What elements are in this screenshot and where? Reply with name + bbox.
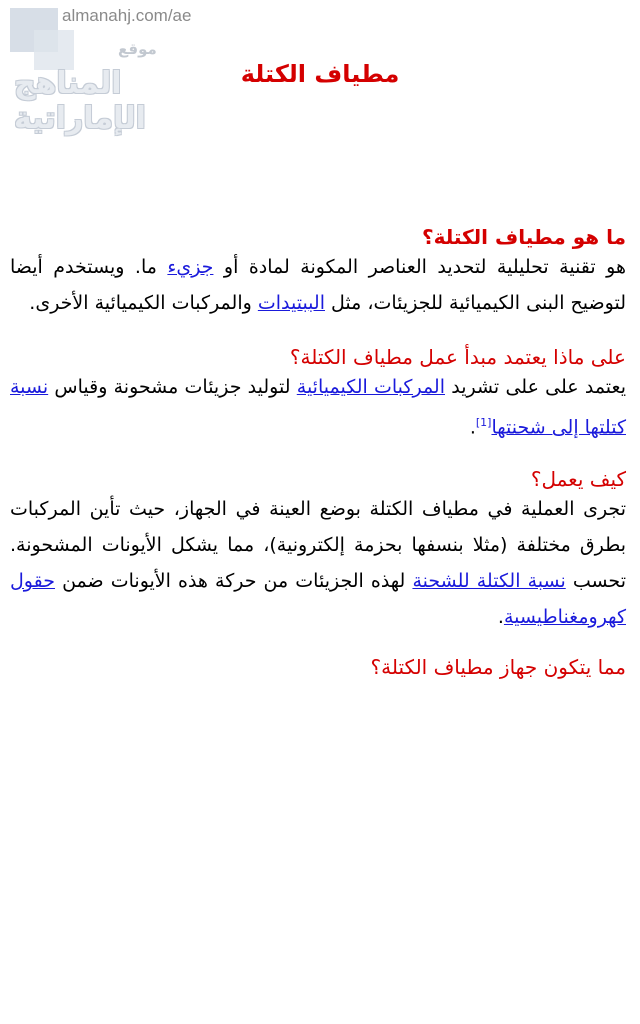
text-segment: والمركبات الكيميائية الأخرى. xyxy=(29,292,258,314)
watermark-url: almanahj.com/ae xyxy=(62,6,192,25)
text-segment: يعتمد على على تشريد xyxy=(445,376,626,398)
watermark-square-secondary xyxy=(34,30,74,70)
paragraph-definition xyxy=(10,249,626,321)
text-segment: لتوليد جزيئات مشحونة وقياس xyxy=(48,376,297,398)
link-molecule[interactable]: جزيء xyxy=(167,256,214,278)
link-peptides[interactable]: الببتيدات xyxy=(257,292,325,314)
heading-components: مما يتكون جهاز مطياف الكتلة؟ xyxy=(370,655,626,680)
reference-marker[interactable]: [1] xyxy=(475,416,492,429)
text-segment: لهذه الجزيئات من حركة هذه الأيونات ضمن xyxy=(54,570,413,593)
heading-what-is: ما هو مطياف الكتلة؟ xyxy=(421,225,626,249)
heading-principle: على ماذا يعتمد مبدأ عمل مطياف الكتلة؟ xyxy=(289,345,626,369)
text-segment: هو تقنية تحليلية لتحديد العناصر المكونة لمادة أو xyxy=(213,256,626,278)
link-chemical-compounds[interactable]: المركبات الكيميائية xyxy=(296,376,445,398)
paragraph-principle xyxy=(10,369,626,445)
page-title: مطياف الكتلة xyxy=(240,60,400,88)
heading-how-it-works: كيف يعمل؟ xyxy=(530,467,626,492)
text-segment: ما. ويستخدم أيضا لتوضيح البنى الكيميائية للجزيئات، مثل xyxy=(10,256,626,314)
watermark-big-text: المناهج الإماراتية xyxy=(14,66,146,136)
text-segment: . xyxy=(469,416,476,439)
watermark-logo xyxy=(0,0,240,136)
link-mass-to-charge[interactable]: نسبة كتلتها إلى شحنتها xyxy=(10,376,626,439)
watermark-small-text: موقع xyxy=(118,40,157,58)
text-segment: تجرى العملية في مطياف الكتلة بوضع العينة في الجهاز، حيث تأين المركبات بطرق مختلفة (مثلا بنسفها بحزمة إلكترونية)، مما يشكل الأيونات المشحونة. تحسب xyxy=(10,498,626,593)
text-segment: . xyxy=(497,606,504,629)
link-electromagnetic-fields[interactable]: حقول كهرومغناطيسية xyxy=(10,570,626,629)
paragraph-how-it-works xyxy=(10,491,626,635)
article-body xyxy=(10,225,626,679)
link-mass-charge-ratio[interactable]: نسبة الكتلة للشحنة xyxy=(412,570,566,593)
